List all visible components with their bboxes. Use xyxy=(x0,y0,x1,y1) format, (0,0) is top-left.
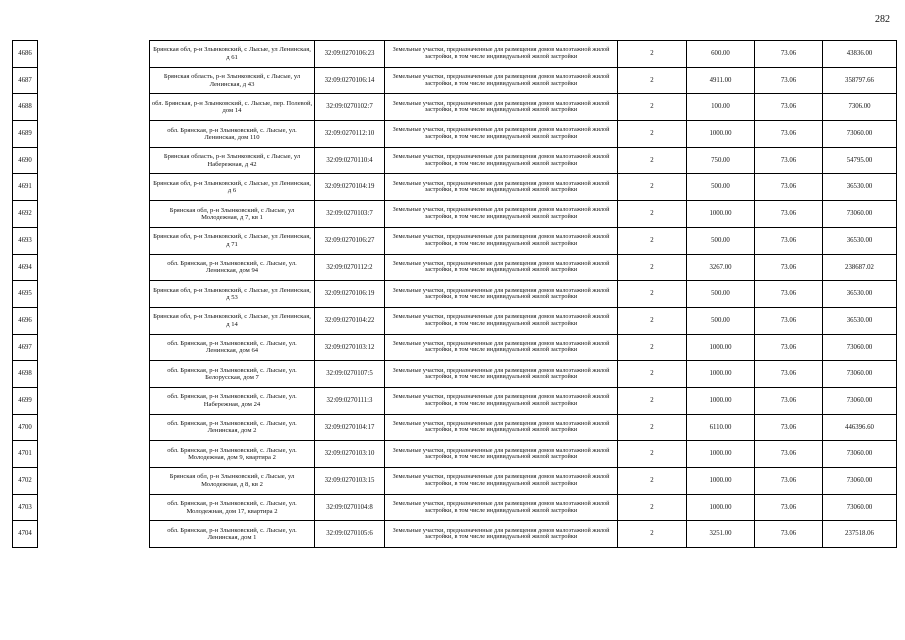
spacer-cell xyxy=(38,174,150,201)
land-use-cell: Земельные участки, предназначенные для размещения домов малоэтажной жилой застройки, в том числе индивидуальной жилой застройки xyxy=(385,281,618,308)
area-cell: 100.00 xyxy=(687,94,755,121)
spacer-cell xyxy=(38,387,150,414)
area-cell: 1000.00 xyxy=(687,334,755,361)
row-number: 4701 xyxy=(13,441,38,468)
rate-cell: 73.06 xyxy=(755,494,823,521)
rate-cell: 73.06 xyxy=(755,334,823,361)
area-cell: 500.00 xyxy=(687,174,755,201)
area-cell: 6110.00 xyxy=(687,414,755,441)
rate-cell: 73.06 xyxy=(755,307,823,334)
row-number: 4695 xyxy=(13,281,38,308)
cadastral-value-cell: 358797.66 xyxy=(823,67,897,94)
spacer-cell xyxy=(38,41,150,68)
spacer-cell xyxy=(38,254,150,281)
table-row xyxy=(13,334,897,361)
cadastral-value-cell: 36530.00 xyxy=(823,281,897,308)
address-cell: Брянская обл, р-н Злынковский, с Лысые, ул Молодежная, д 7, кв 1 xyxy=(150,201,315,228)
spacer-cell xyxy=(38,361,150,388)
land-use-cell: Земельные участки, предназначенные для размещения домов малоэтажной жилой застройки, в том числе индивидуальной жилой застройки xyxy=(385,174,618,201)
area-cell: 750.00 xyxy=(687,147,755,174)
table-row xyxy=(13,494,897,521)
cadastral-number-cell: 32:09:0270103:12 xyxy=(315,334,385,361)
area-cell: 4911.00 xyxy=(687,67,755,94)
rate-cell: 73.06 xyxy=(755,468,823,495)
cadastral-number-cell: 32:09:0270103:7 xyxy=(315,201,385,228)
address-cell: Брянская обл, р-н Злынковский, с Лысые, ул Ленинская, д 53 xyxy=(150,281,315,308)
group-cell: 2 xyxy=(618,147,687,174)
table-row xyxy=(13,121,897,148)
area-cell: 500.00 xyxy=(687,227,755,254)
group-cell: 2 xyxy=(618,254,687,281)
spacer-cell xyxy=(38,414,150,441)
address-cell: Брянская обл, р-н Злынковский, с Лысые, ул Ленинская, д 14 xyxy=(150,307,315,334)
table-row xyxy=(13,521,897,548)
address-cell: обл. Брянская, р-н Злынковский, с. Лысые, ул. Ленинская, дом 2 xyxy=(150,414,315,441)
spacer-cell xyxy=(38,334,150,361)
land-use-cell: Земельные участки, предназначенные для размещения домов малоэтажной жилой застройки, в том числе индивидуальной жилой застройки xyxy=(385,468,618,495)
table-row xyxy=(13,201,897,228)
address-cell: Брянская обл, р-н Злынковский, с Лысые, ул Молодежная, д 8, кв 2 xyxy=(150,468,315,495)
table-row xyxy=(13,147,897,174)
land-use-cell: Земельные участки, предназначенные для размещения домов малоэтажной жилой застройки, в том числе индивидуальной жилой застройки xyxy=(385,67,618,94)
area-cell: 3251.00 xyxy=(687,521,755,548)
cadastral-number-cell: 32:09:0270104:17 xyxy=(315,414,385,441)
area-cell: 1000.00 xyxy=(687,121,755,148)
cadastral-number-cell: 32:09:0270107:5 xyxy=(315,361,385,388)
cadastral-value-cell: 43836.00 xyxy=(823,41,897,68)
row-number: 4690 xyxy=(13,147,38,174)
rate-cell: 73.06 xyxy=(755,227,823,254)
cadastral-value-cell: 73060.00 xyxy=(823,387,897,414)
cadastral-number-cell: 32:09:0270106:14 xyxy=(315,67,385,94)
land-use-cell: Земельные участки, предназначенные для размещения домов малоэтажной жилой застройки, в том числе индивидуальной жилой застройки xyxy=(385,414,618,441)
rate-cell: 73.06 xyxy=(755,521,823,548)
rate-cell: 73.06 xyxy=(755,41,823,68)
cadastral-number-cell: 32:09:0270112:2 xyxy=(315,254,385,281)
land-use-cell: Земельные участки, предназначенные для размещения домов малоэтажной жилой застройки, в том числе индивидуальной жилой застройки xyxy=(385,227,618,254)
table-row xyxy=(13,387,897,414)
spacer-cell xyxy=(38,201,150,228)
row-number: 4687 xyxy=(13,67,38,94)
group-cell: 2 xyxy=(618,201,687,228)
cadastral-value-cell: 238687.02 xyxy=(823,254,897,281)
address-cell: обл. Брянская, р-н Злынковский, с. Лысые, ул. Ленинская, дом 110 xyxy=(150,121,315,148)
rate-cell: 73.06 xyxy=(755,94,823,121)
group-cell: 2 xyxy=(618,67,687,94)
group-cell: 2 xyxy=(618,387,687,414)
cadastral-value-cell: 446396.60 xyxy=(823,414,897,441)
table-row xyxy=(13,414,897,441)
land-use-cell: Земельные участки, предназначенные для размещения домов малоэтажной жилой застройки, в том числе индивидуальной жилой застройки xyxy=(385,254,618,281)
table-row xyxy=(13,361,897,388)
group-cell: 2 xyxy=(618,414,687,441)
row-number: 4702 xyxy=(13,468,38,495)
rate-cell: 73.06 xyxy=(755,67,823,94)
table-row xyxy=(13,468,897,495)
row-number: 4703 xyxy=(13,494,38,521)
row-number: 4697 xyxy=(13,334,38,361)
address-cell: обл. Брянская, р-н Злынковский, с. Лысые, ул. Ленинская, дом 64 xyxy=(150,334,315,361)
group-cell: 2 xyxy=(618,281,687,308)
group-cell: 2 xyxy=(618,441,687,468)
area-cell: 1000.00 xyxy=(687,494,755,521)
spacer-cell xyxy=(38,94,150,121)
cadastral-number-cell: 32:09:0270110:4 xyxy=(315,147,385,174)
area-cell: 1000.00 xyxy=(687,361,755,388)
cadastral-number-cell: 32:09:0270106:19 xyxy=(315,281,385,308)
cadastral-number-cell: 32:09:0270106:23 xyxy=(315,41,385,68)
spacer-cell xyxy=(38,468,150,495)
row-number: 4691 xyxy=(13,174,38,201)
cadastral-value-cell: 54795.00 xyxy=(823,147,897,174)
cadastral-number-cell: 32:09:0270104:22 xyxy=(315,307,385,334)
land-use-cell: Земельные участки, предназначенные для размещения домов малоэтажной жилой застройки, в том числе индивидуальной жилой застройки xyxy=(385,521,618,548)
group-cell: 2 xyxy=(618,307,687,334)
spacer-cell xyxy=(38,494,150,521)
cadastral-value-cell: 36530.00 xyxy=(823,174,897,201)
land-use-cell: Земельные участки, предназначенные для размещения домов малоэтажной жилой застройки, в том числе индивидуальной жилой застройки xyxy=(385,361,618,388)
group-cell: 2 xyxy=(618,174,687,201)
cadastral-value-cell: 73060.00 xyxy=(823,468,897,495)
land-use-cell: Земельные участки, предназначенные для размещения домов малоэтажной жилой застройки, в том числе индивидуальной жилой застройки xyxy=(385,494,618,521)
cadastral-number-cell: 32:09:0270104:19 xyxy=(315,174,385,201)
address-cell: обл. Брянская, р-н Злынковский, с. Лысые, ул. Молодежная, дом 17, квартира 2 xyxy=(150,494,315,521)
rate-cell: 73.06 xyxy=(755,441,823,468)
rate-cell: 73.06 xyxy=(755,254,823,281)
area-cell: 3267.00 xyxy=(687,254,755,281)
group-cell: 2 xyxy=(618,361,687,388)
address-cell: Брянская обл, р-н Злынковский, с Лысые, ул Ленинская, д 71 xyxy=(150,227,315,254)
cadastral-number-cell: 32:09:0270103:10 xyxy=(315,441,385,468)
table-row xyxy=(13,174,897,201)
address-cell: обл. Брянская, р-н Злынковский, с. Лысые, ул. Ленинская, дом 1 xyxy=(150,521,315,548)
row-number: 4688 xyxy=(13,94,38,121)
address-cell: обл. Брянская, р-н Злынковский, с. Лысые, ул. Молодежная, дом 9, квартира 2 xyxy=(150,441,315,468)
row-number: 4699 xyxy=(13,387,38,414)
land-use-cell: Земельные участки, предназначенные для размещения домов малоэтажной жилой застройки, в том числе индивидуальной жилой застройки xyxy=(385,334,618,361)
spacer-cell xyxy=(38,441,150,468)
address-cell: Брянская обл, р-н Злынковский, с Лысые, ул Ленинская, д 61 xyxy=(150,41,315,68)
group-cell: 2 xyxy=(618,521,687,548)
address-cell: обл. Брянская, р-н Злынковский, с. Лысые, пер. Полевой, дом 14 xyxy=(150,94,315,121)
spacer-cell xyxy=(38,147,150,174)
spacer-cell xyxy=(38,281,150,308)
land-use-cell: Земельные участки, предназначенные для размещения домов малоэтажной жилой застройки, в том числе индивидуальной жилой застройки xyxy=(385,121,618,148)
land-use-cell: Земельные участки, предназначенные для размещения домов малоэтажной жилой застройки, в том числе индивидуальной жилой застройки xyxy=(385,147,618,174)
area-cell: 600.00 xyxy=(687,41,755,68)
area-cell: 500.00 xyxy=(687,281,755,308)
land-use-cell: Земельные участки, предназначенные для размещения домов малоэтажной жилой застройки, в том числе индивидуальной жилой застройки xyxy=(385,441,618,468)
cadastral-value-cell: 237518.06 xyxy=(823,521,897,548)
cadastral-value-cell: 73060.00 xyxy=(823,334,897,361)
row-number: 4686 xyxy=(13,41,38,68)
row-number: 4692 xyxy=(13,201,38,228)
cadastral-value-cell: 73060.00 xyxy=(823,121,897,148)
land-use-cell: Земельные участки, предназначенные для размещения домов малоэтажной жилой застройки, в том числе индивидуальной жилой застройки xyxy=(385,201,618,228)
area-cell: 500.00 xyxy=(687,307,755,334)
area-cell: 1000.00 xyxy=(687,387,755,414)
address-cell: обл. Брянская, р-н Злынковский, с. Лысые, ул. Набережная, дом 24 xyxy=(150,387,315,414)
row-number: 4696 xyxy=(13,307,38,334)
rate-cell: 73.06 xyxy=(755,174,823,201)
page-number: 282 xyxy=(875,14,890,25)
table-row xyxy=(13,281,897,308)
address-cell: Брянская область, р-н Злынковский, с Лысые, ул Набережная, д 42 xyxy=(150,147,315,174)
rate-cell: 73.06 xyxy=(755,361,823,388)
table-row xyxy=(13,441,897,468)
area-cell: 1000.00 xyxy=(687,468,755,495)
spacer-cell xyxy=(38,67,150,94)
land-use-cell: Земельные участки, предназначенные для размещения домов малоэтажной жилой застройки, в том числе индивидуальной жилой застройки xyxy=(385,41,618,68)
cadastral-value-cell: 7306.00 xyxy=(823,94,897,121)
group-cell: 2 xyxy=(618,121,687,148)
group-cell: 2 xyxy=(618,334,687,361)
row-number: 4693 xyxy=(13,227,38,254)
cadastral-number-cell: 32:09:0270102:7 xyxy=(315,94,385,121)
address-cell: Брянская область, р-н Злынковский, с Лысые, ул Ленинская, д 43 xyxy=(150,67,315,94)
land-use-cell: Земельные участки, предназначенные для размещения домов малоэтажной жилой застройки, в том числе индивидуальной жилой застройки xyxy=(385,94,618,121)
cadastral-value-cell: 36530.00 xyxy=(823,227,897,254)
group-cell: 2 xyxy=(618,494,687,521)
cadastral-number-cell: 32:09:0270111:3 xyxy=(315,387,385,414)
table-row xyxy=(13,254,897,281)
group-cell: 2 xyxy=(618,41,687,68)
cadastral-number-cell: 32:09:0270105:6 xyxy=(315,521,385,548)
address-cell: Брянская обл, р-н Злынковский, с Лысые, ул Ленинская, д 6 xyxy=(150,174,315,201)
land-use-cell: Земельные участки, предназначенные для размещения домов малоэтажной жилой застройки, в том числе индивидуальной жилой застройки xyxy=(385,387,618,414)
cadastral-number-cell: 32:09:0270106:27 xyxy=(315,227,385,254)
cadastral-value-cell: 36530.00 xyxy=(823,307,897,334)
table-row xyxy=(13,94,897,121)
row-number: 4704 xyxy=(13,521,38,548)
row-number: 4689 xyxy=(13,121,38,148)
group-cell: 2 xyxy=(618,227,687,254)
group-cell: 2 xyxy=(618,468,687,495)
table-row xyxy=(13,67,897,94)
spacer-cell xyxy=(38,307,150,334)
cadastral-value-cell: 73060.00 xyxy=(823,201,897,228)
spacer-cell xyxy=(38,227,150,254)
address-cell: обл. Брянская, р-н Злынковский, с. Лысые, ул. Ленинская, дом 94 xyxy=(150,254,315,281)
cadastral-value-cell: 73060.00 xyxy=(823,494,897,521)
spacer-cell xyxy=(38,521,150,548)
table-row xyxy=(13,227,897,254)
land-use-cell: Земельные участки, предназначенные для размещения домов малоэтажной жилой застройки, в том числе индивидуальной жилой застройки xyxy=(385,307,618,334)
rate-cell: 73.06 xyxy=(755,121,823,148)
table-row xyxy=(13,307,897,334)
table-row xyxy=(13,41,897,68)
rate-cell: 73.06 xyxy=(755,281,823,308)
rate-cell: 73.06 xyxy=(755,201,823,228)
row-number: 4700 xyxy=(13,414,38,441)
row-number: 4694 xyxy=(13,254,38,281)
rate-cell: 73.06 xyxy=(755,387,823,414)
cadastral-number-cell: 32:09:0270103:15 xyxy=(315,468,385,495)
cadastral-value-table xyxy=(12,40,897,548)
cadastral-value-cell: 73060.00 xyxy=(823,361,897,388)
cadastral-value-cell: 73060.00 xyxy=(823,441,897,468)
group-cell: 2 xyxy=(618,94,687,121)
row-number: 4698 xyxy=(13,361,38,388)
cadastral-number-cell: 32:09:0270104:8 xyxy=(315,494,385,521)
area-cell: 1000.00 xyxy=(687,201,755,228)
spacer-cell xyxy=(38,121,150,148)
address-cell: обл. Брянская, р-н Злынковский, с. Лысые, ул. Белорусская, дом 7 xyxy=(150,361,315,388)
cadastral-number-cell: 32:09:0270112:10 xyxy=(315,121,385,148)
table-body xyxy=(13,41,897,548)
rate-cell: 73.06 xyxy=(755,414,823,441)
rate-cell: 73.06 xyxy=(755,147,823,174)
area-cell: 1000.00 xyxy=(687,441,755,468)
